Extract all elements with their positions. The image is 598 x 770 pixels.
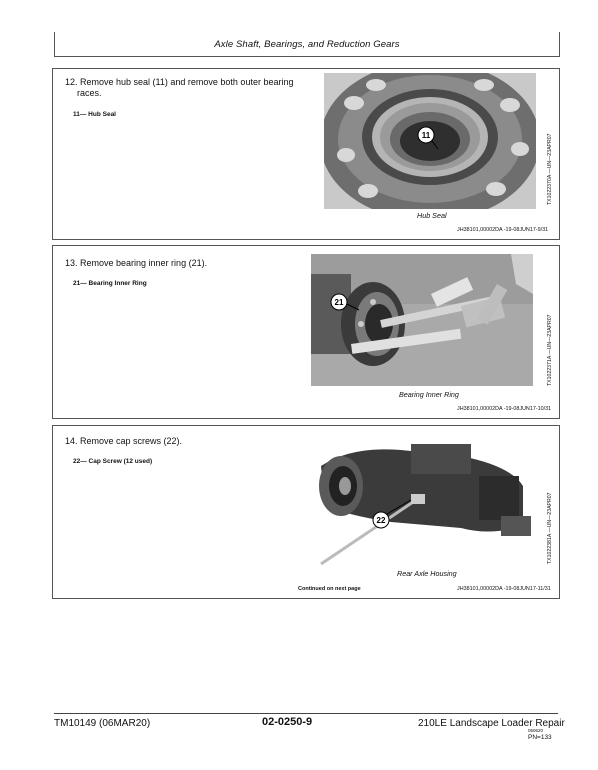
side-reference: TX1022370A —UN—23APR07 <box>547 133 553 205</box>
rear-axle-housing-photo <box>311 436 533 566</box>
pn-number: PN=133 <box>528 734 552 741</box>
document-reference: JH38101,00002DA -19-08JUN17-11/31 <box>457 586 551 592</box>
page-header-title: Axle Shaft, Bearings, and Reduction Gears <box>214 39 400 50</box>
step-text-line1: 12. Remove hub seal (11) and remove both outer bearing <box>65 77 294 87</box>
callout-label: 21— Bearing Inner Ring <box>73 280 147 287</box>
footer-code: 050620 <box>528 728 544 733</box>
callout-label: 11— Hub Seal <box>73 111 116 118</box>
hub-seal-photo <box>324 73 536 209</box>
document-reference: JH38101,00002DA -19-08JUN17-10/31 <box>457 406 552 412</box>
step-section-12 <box>52 68 560 240</box>
callout-number: 21 <box>334 298 344 307</box>
callout-number: 22 <box>376 516 386 525</box>
photo-caption: Bearing Inner Ring <box>399 390 459 399</box>
callout-label: 22— Cap Screw (12 used) <box>73 458 153 465</box>
side-reference: TX1022371A —UN—23APR07 <box>547 314 553 386</box>
manual-title: 210LE Landscape Loader Repair <box>418 718 565 729</box>
step-text-line2: races. <box>77 88 102 98</box>
page-header <box>54 32 560 57</box>
photo-caption: Hub Seal <box>417 211 447 220</box>
step-section-13 <box>52 245 560 419</box>
step-text: 14. Remove cap screws (22). <box>65 436 183 446</box>
document-reference: JH38101,00002DA -19-08JUN17-9/31 <box>457 227 549 233</box>
step-section-14 <box>52 425 560 599</box>
bearing-inner-ring-photo <box>311 254 533 386</box>
page-number: 02-0250-9 <box>262 716 313 728</box>
footer-divider <box>54 713 558 714</box>
manual-id: TM10149 (06MAR20) <box>54 718 151 729</box>
photo-caption: Rear Axle Housing <box>397 569 457 578</box>
step-text: 13. Remove bearing inner ring (21). <box>65 258 208 268</box>
continued-note: Continued on next page <box>298 586 361 592</box>
callout-number: 11 <box>421 131 431 140</box>
step-text <box>65 77 315 99</box>
side-reference: TX1022381A —UN—23APR07 <box>547 492 553 564</box>
